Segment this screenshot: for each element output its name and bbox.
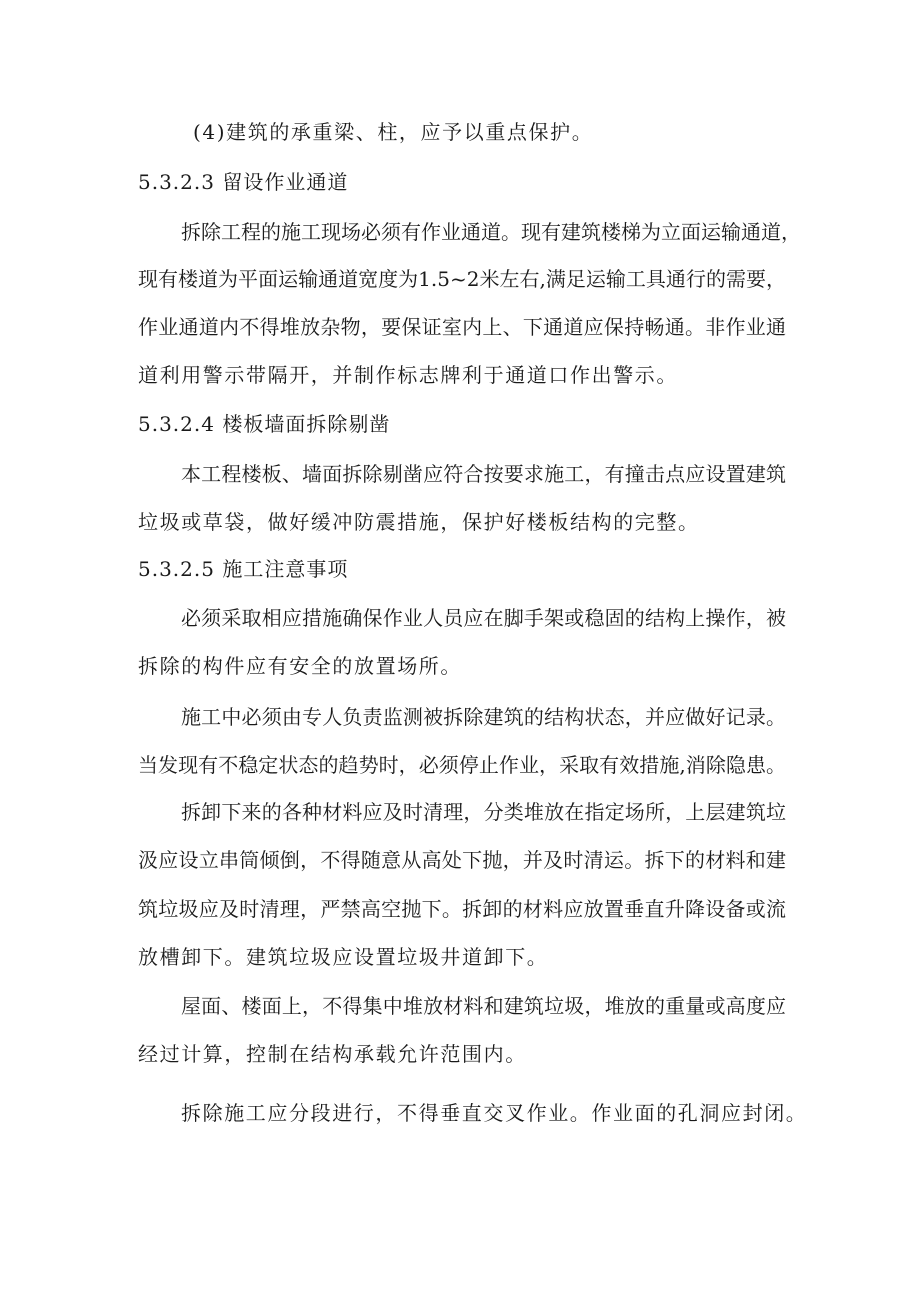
paragraph-line: 垃圾或草袋，做好缓冲防震措施，保护好楼板结构的完整。 <box>138 510 700 534</box>
list-item-4: (4)建筑的承重梁、柱，应予以重点保护。 <box>193 120 594 144</box>
paragraph-line: 施工中必须由专人负责监测被拆除建筑的结构状态，并应做好记录。 <box>181 705 786 729</box>
paragraph-line: 现有楼道为平面运输通道宽度为1.5~2米左右,满足运输工具通行的需要， <box>138 267 786 291</box>
paragraph-line: 本工程楼板、墙面拆除剔凿应符合按要求施工，有撞击点应设置建筑 <box>181 462 786 486</box>
paragraph-line: 筑垃圾应及时清理，严禁高空抛下。拆卸的材料应放置垂直升降设备或流 <box>138 897 786 921</box>
paragraph-line: 拆除工程的施工现场必须有作业通道。现有建筑楼梯为立面运输通道， <box>181 220 801 244</box>
paragraph-line: 拆卸下来的各种材料应及时清理，分类堆放在指定场所，上层建筑垃 <box>181 800 786 824</box>
paragraph-line: 当发现有不稳定状态的趋势时，必须停止作业，采取有效措施,消除隐患。 <box>138 753 786 777</box>
paragraph-line: 汲应设立串筒倾倒，不得随意从高处下抛，并及时清运。拆下的材料和建 <box>138 848 786 872</box>
section-heading-5-3-2-3: 5.3.2.3 留设作业通道 <box>138 170 349 194</box>
section-heading-5-3-2-4: 5.3.2.4 楼板墙面拆除剔凿 <box>138 412 391 436</box>
paragraph-line: 屋面、楼面上，不得集中堆放材料和建筑垃圾，堆放的重量或高度应 <box>181 994 786 1018</box>
section-heading-5-3-2-5: 5.3.2.5 施工注意事项 <box>138 557 349 581</box>
paragraph-line: 拆除的构件应有安全的放置场所。 <box>138 654 462 678</box>
paragraph-line: 拆除施工应分段进行，不得垂直交叉作业。作业面的孔洞应封闭。 <box>181 1101 808 1125</box>
paragraph-line: 作业通道内不得堆放杂物，要保证室内上、下通道应保持畅通。非作业通 <box>138 315 786 339</box>
paragraph-line: 道利用警示带隔开，并制作标志牌利于通道口作出警示。 <box>138 363 678 387</box>
paragraph-line: 经过计算，控制在结构承载允许范围内。 <box>138 1042 527 1066</box>
paragraph-line: 必须采取相应措施确保作业人员应在脚手架或稳固的结构上操作，被 <box>181 606 786 630</box>
paragraph-line: 放槽卸下。建筑垃圾应设置垃圾井道卸下。 <box>138 945 549 969</box>
